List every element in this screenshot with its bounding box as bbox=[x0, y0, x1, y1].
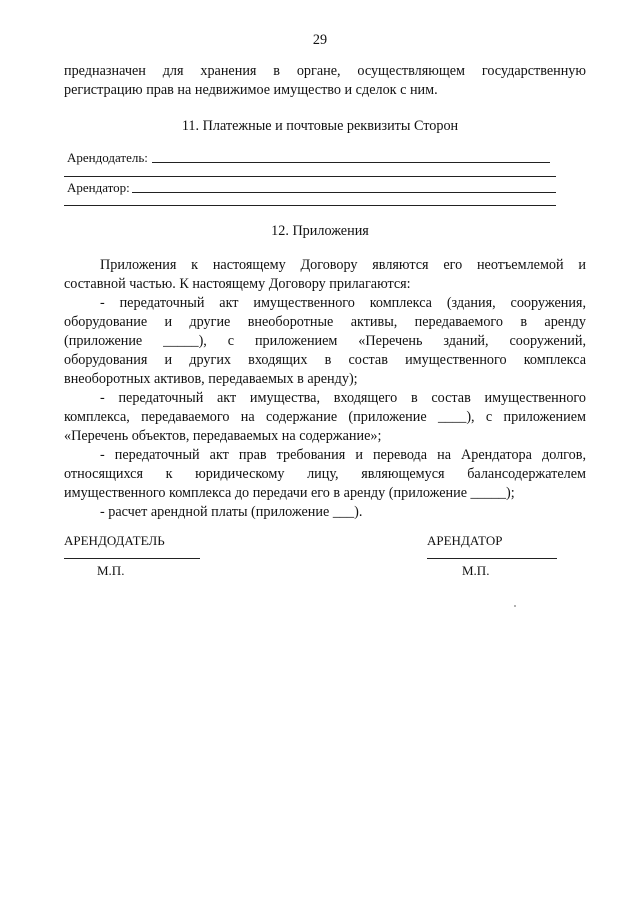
scan-speck bbox=[514, 605, 516, 607]
landlord-signature-title: АРЕНДОДАТЕЛЬ bbox=[64, 533, 165, 548]
attachments-line: составной частью. К настоящему Договору прилагаются: bbox=[64, 276, 411, 292]
attachments-line: имущественного комплекса до передачи его в аренду (приложение _____); bbox=[64, 485, 515, 501]
attachments-line: относящихся к юридическому лицу, являющемуся балансодержателем bbox=[64, 466, 586, 482]
attachments-line: комплекса, передаваемого на содержание (приложение ____), с приложением bbox=[64, 409, 586, 425]
attachments-line: оборудование и другие внеоборотные активы, передаваемого в аренду bbox=[64, 314, 586, 330]
landlord-fill-line bbox=[152, 162, 550, 163]
page-number: 29 bbox=[312, 32, 328, 48]
intro-line: предназначен для хранения в органе, осуществляющем государственную bbox=[64, 63, 586, 79]
landlord-signature-line bbox=[64, 558, 200, 559]
intro-line: регистрацию прав на недвижимое имущество и сделок с ним. bbox=[64, 82, 438, 98]
tenant-stamp-label: М.П. bbox=[462, 563, 490, 578]
attachments-line: - передаточный акт прав требования и перевода на Арендатора долгов, bbox=[100, 447, 586, 463]
intro-paragraph bbox=[64, 62, 586, 100]
tenant-signature-line bbox=[427, 558, 557, 559]
attachments-line: «Перечень объектов, передаваемых на содержание»; bbox=[64, 428, 382, 444]
section-12-heading: 12. Приложения bbox=[271, 223, 369, 239]
tenant-fill-line bbox=[132, 192, 556, 193]
section-11-heading: 11. Платежные и почтовые реквизиты Сторон bbox=[181, 118, 459, 134]
attachments-line: оборудования и других входящих в состав имущественного комплекса bbox=[64, 352, 586, 368]
landlord-stamp-label: М.П. bbox=[97, 563, 125, 578]
landlord-fill-line-2 bbox=[64, 176, 556, 177]
attachments-line: - расчет арендной платы (приложение ___). bbox=[100, 504, 363, 520]
attachments-line: внеоборотных активов, передаваемых в аренду); bbox=[64, 371, 358, 387]
tenant-label: Арендатор: bbox=[67, 180, 130, 195]
attachments-line: - передаточный акт имущества, входящего в состав имущественного bbox=[100, 390, 586, 406]
tenant-fill-line-2 bbox=[64, 205, 556, 206]
tenant-signature-title: АРЕНДАТОР bbox=[427, 533, 503, 548]
attachments-paragraph bbox=[64, 256, 586, 522]
attachments-line: Приложения к настоящему Договору являются его неотъемлемой и bbox=[100, 257, 586, 273]
attachments-line: - передаточный акт имущественного комплекса (здания, сооружения, bbox=[100, 295, 586, 311]
attachments-line: (приложение _____), с приложением «Перечень зданий, сооружений, bbox=[64, 333, 586, 349]
landlord-label: Арендодатель: bbox=[67, 150, 148, 165]
